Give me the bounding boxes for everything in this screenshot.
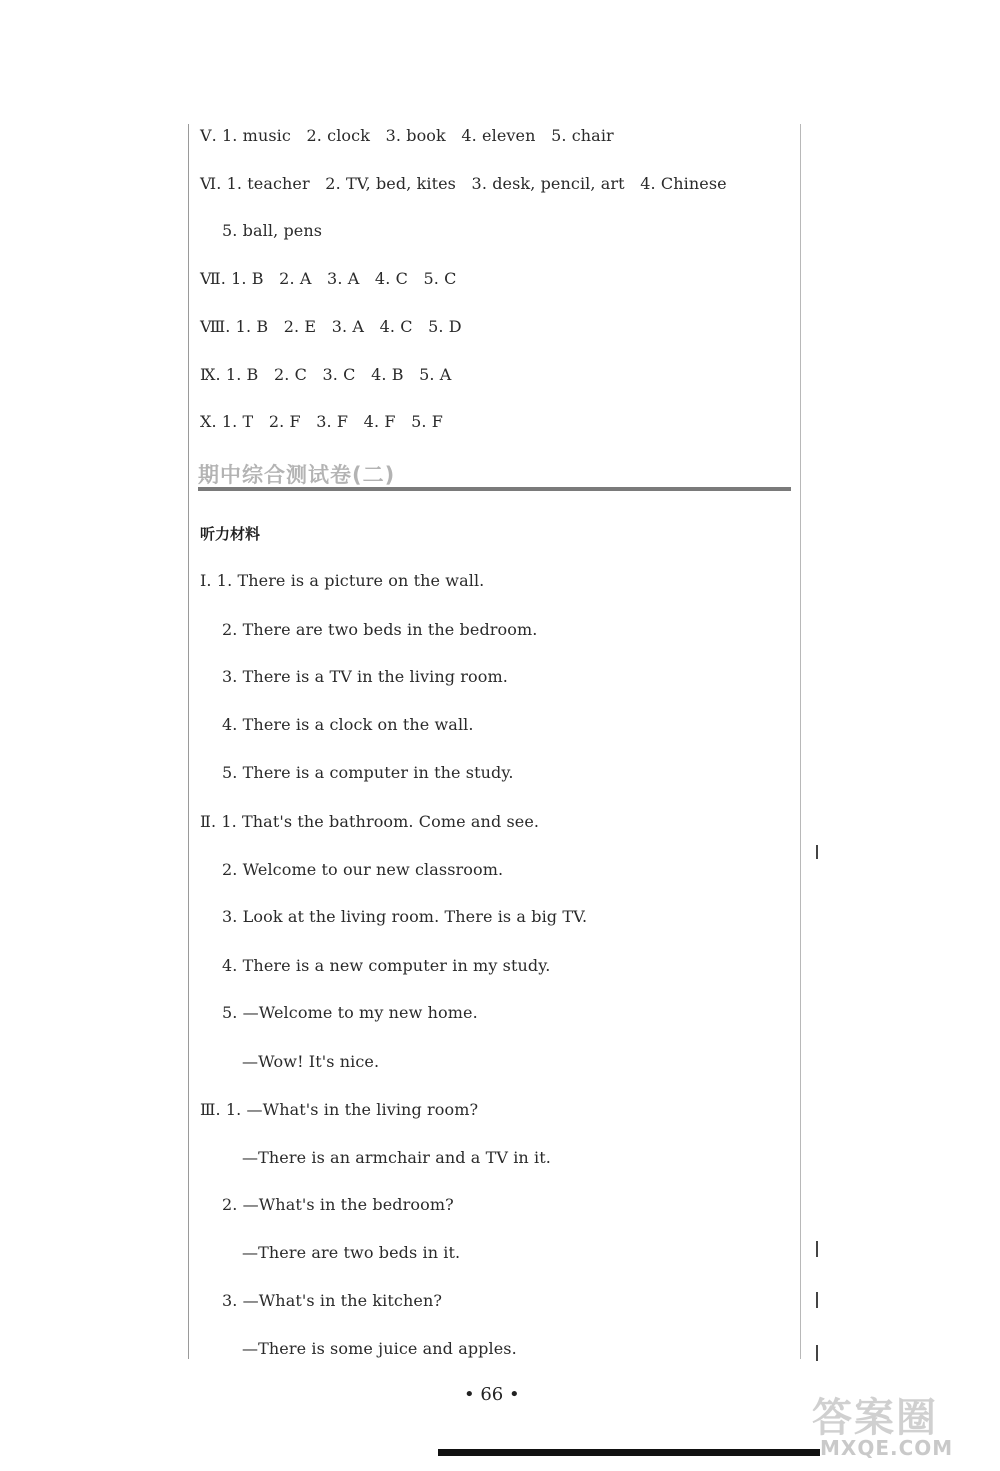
right-margin-rule — [800, 124, 801, 1359]
watermark-logo — [812, 1386, 992, 1466]
answer-line: Ⅹ. 1. T 2. F 3. F 4. F 5. F — [200, 412, 443, 431]
subheading: 听力材料 — [200, 525, 261, 543]
answer-line: 5. ball, pens — [222, 221, 323, 240]
script-line: 5. There is a computer in the study. — [222, 763, 514, 782]
left-margin-rule — [188, 124, 189, 1359]
watermark-url: MXQE.COM — [820, 1436, 954, 1460]
script-line: Ⅱ. 1. That's the bathroom. Come and see. — [200, 812, 540, 831]
margin-mark — [816, 1292, 818, 1308]
answer-line: Ⅶ. 1. B 2. A 3. A 4. C 5. C — [200, 269, 457, 288]
answer-line: Ⅵ. 1. teacher 2. TV, bed, kites 3. desk, pencil, art 4. Chinese — [200, 174, 727, 193]
watermark-text: 答案圈 — [812, 1395, 938, 1441]
script-line: 2. There are two beds in the bedroom. — [222, 620, 538, 639]
script-line: 3. Look at the living room. There is a big TV. — [222, 907, 588, 926]
script-line: —There are two beds in it. — [242, 1243, 461, 1262]
script-line: Ⅰ. 1. There is a picture on the wall. — [200, 571, 485, 590]
bottom-bar — [438, 1449, 820, 1456]
script-line: —Wow! It's nice. — [242, 1052, 380, 1071]
script-line: 4. There is a new computer in my study. — [222, 956, 551, 975]
section-title: 期中综合测试卷(二) — [198, 463, 396, 487]
answer-line: Ⅷ. 1. B 2. E 3. A 4. C 5. D — [200, 317, 462, 336]
script-line: 3. There is a TV in the living room. — [222, 667, 508, 686]
script-line: 2. —What's in the bedroom? — [222, 1195, 454, 1214]
margin-mark — [816, 845, 818, 859]
page-number: • 66 • — [464, 1384, 520, 1405]
script-line: —There is an armchair and a TV in it. — [242, 1148, 551, 1167]
script-line: 5. —Welcome to my new home. — [222, 1003, 478, 1022]
script-line: 4. There is a clock on the wall. — [222, 715, 474, 734]
script-line: Ⅲ. 1. —What's in the living room? — [200, 1100, 479, 1119]
margin-mark — [816, 1241, 818, 1257]
answer-line: Ⅸ. 1. B 2. C 3. C 4. B 5. A — [200, 365, 452, 384]
margin-mark — [816, 1345, 818, 1361]
script-line: 2. Welcome to our new classroom. — [222, 860, 504, 879]
answer-line: Ⅴ. 1. music 2. clock 3. book 4. eleven 5. chair — [200, 126, 614, 145]
script-line: —There is some juice and apples. — [242, 1339, 517, 1358]
section-divider — [198, 487, 791, 491]
script-line: 3. —What's in the kitchen? — [222, 1291, 443, 1310]
